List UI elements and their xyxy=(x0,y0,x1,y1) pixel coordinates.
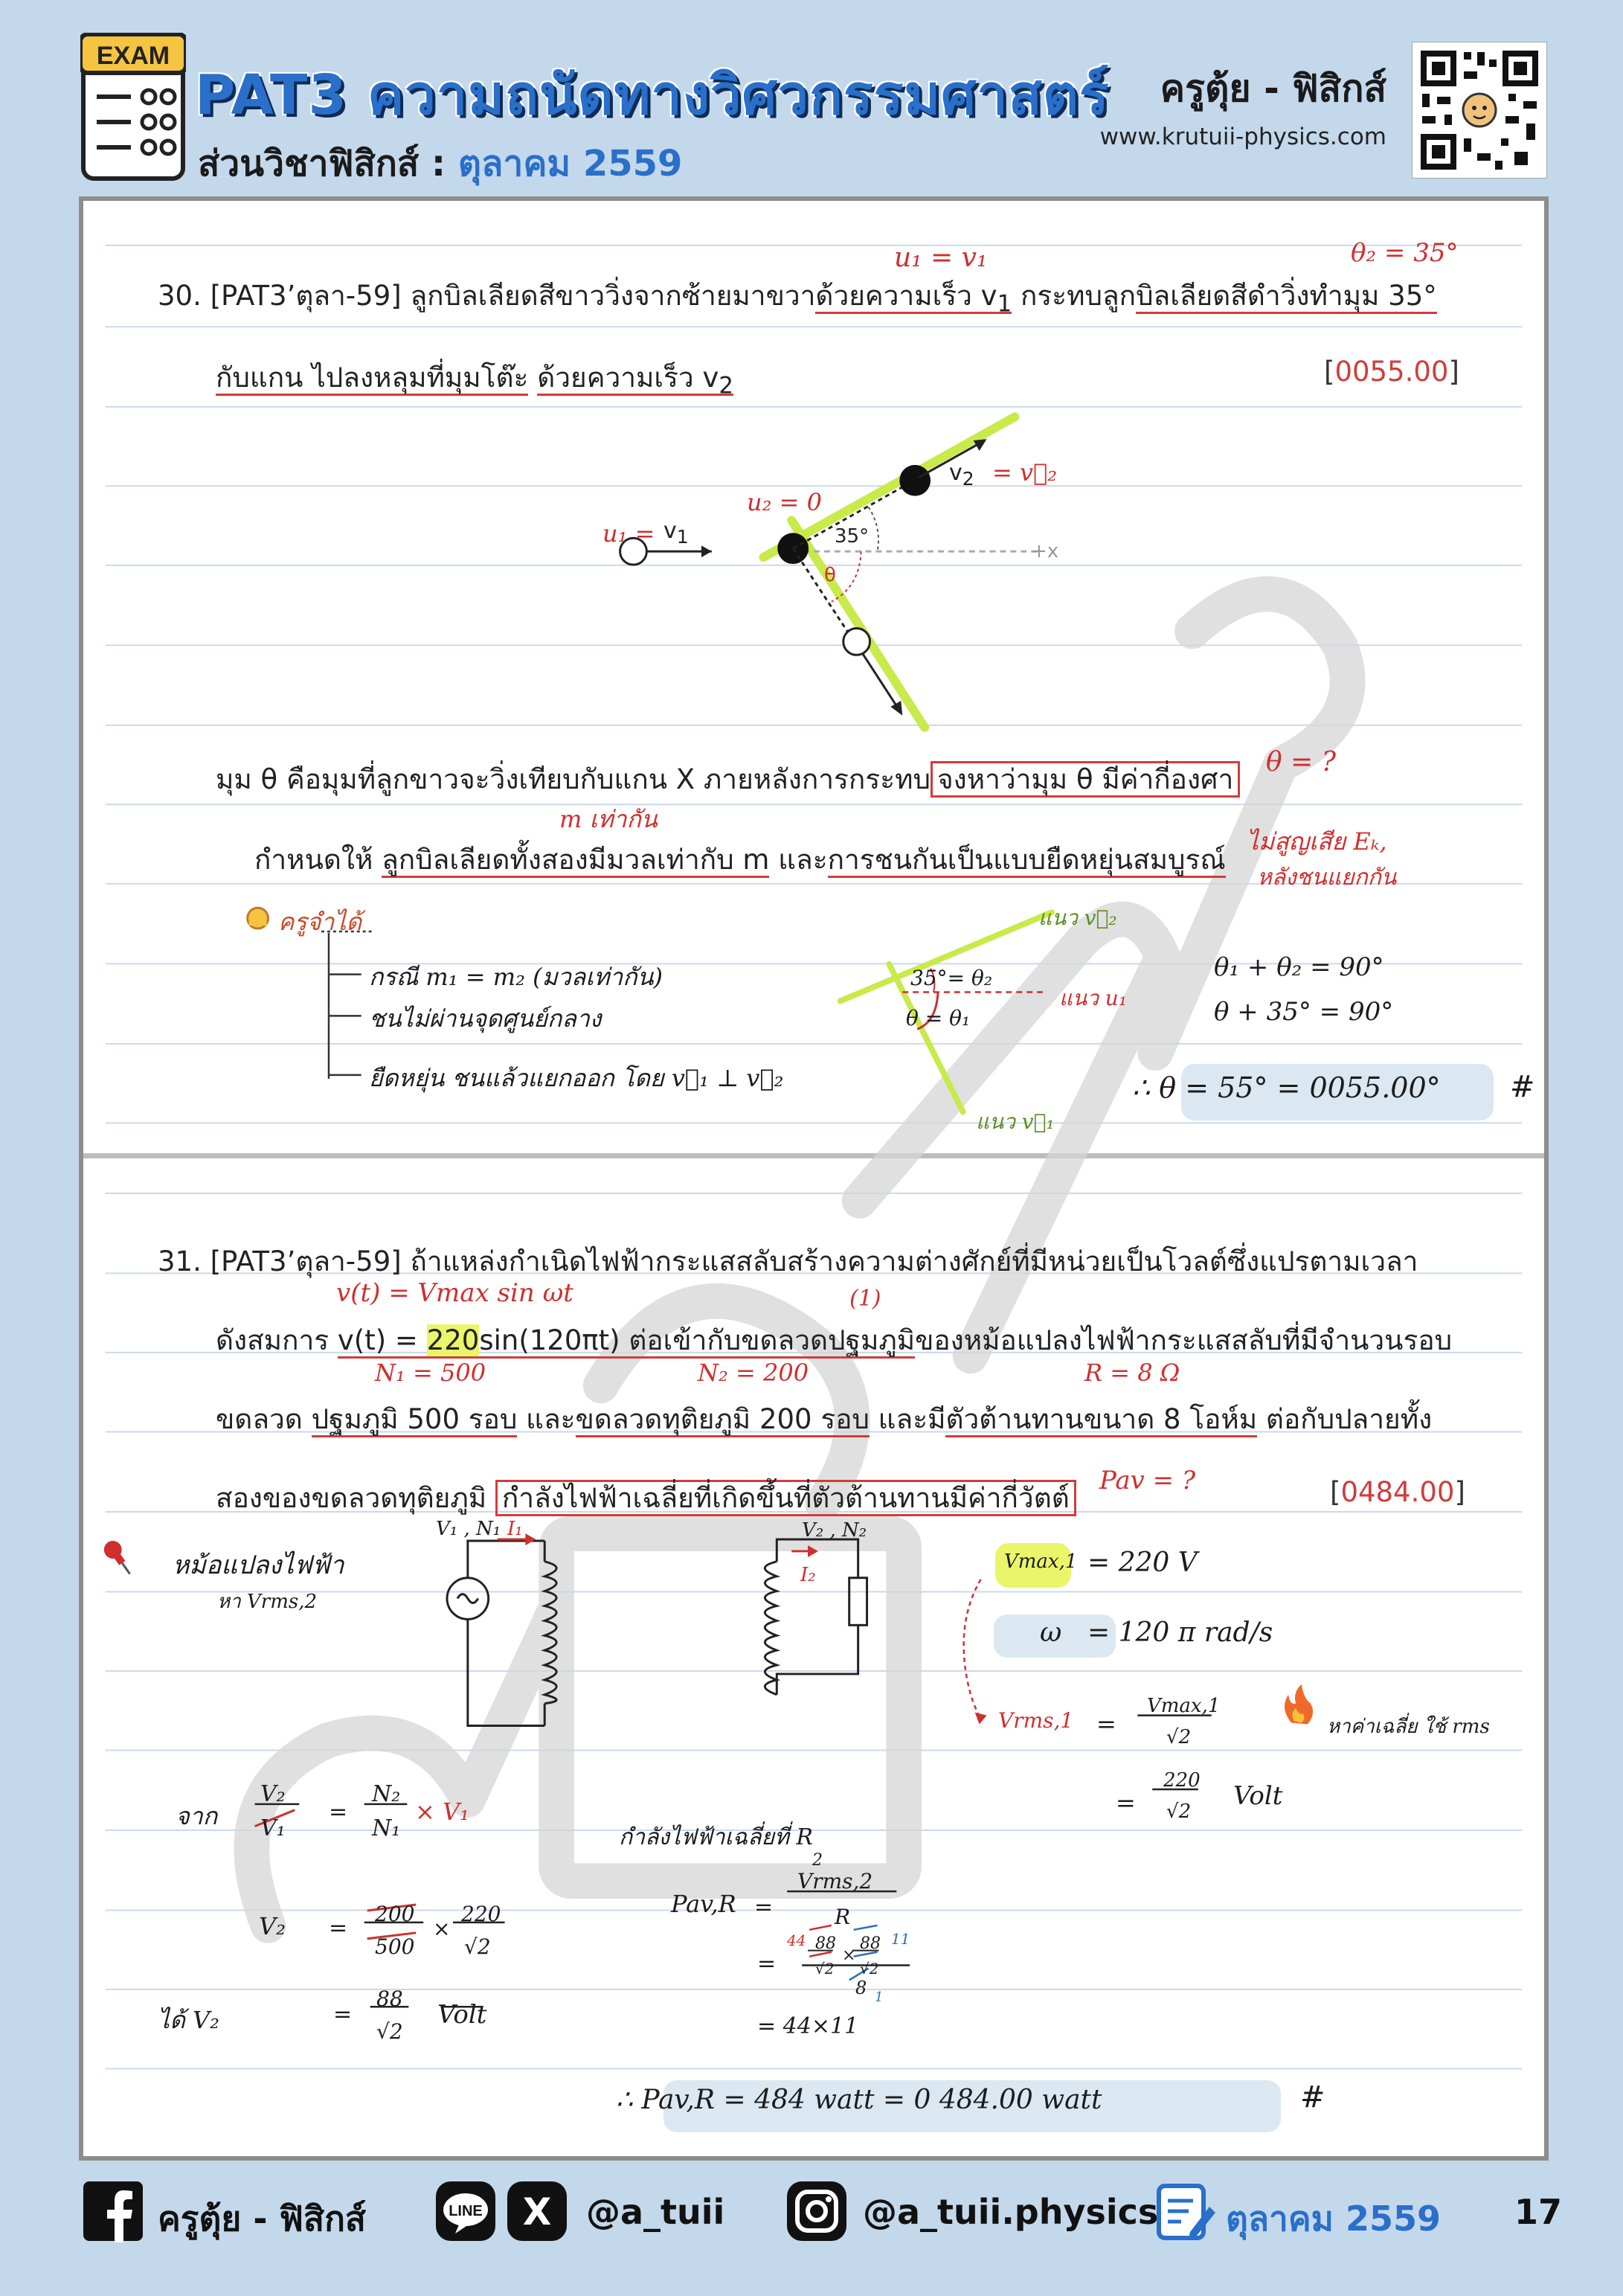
q30-answer-value: 0055.00 xyxy=(1334,356,1449,388)
q30-question-box: จงหาว่ามุม θ มีค่ากี่องศา xyxy=(931,761,1240,798)
q30-v1-text: ด้วยความเร็ว v xyxy=(815,280,997,312)
q31-p2-a: 88 xyxy=(815,1934,836,1953)
q31-p2-x: × xyxy=(842,1946,856,1965)
q30-v2-text: ด้วยความเร็ว v xyxy=(537,362,719,394)
q30-tip-2: ชนไม่ผ่านจุดศูนย์กลาง xyxy=(369,1004,602,1033)
q30-fig-axis: +x xyxy=(1031,540,1059,562)
q30-line4-a: กำหนดให้ xyxy=(254,844,382,876)
footer-facebook[interactable]: ครูตุ้ย - ฟิสิกส์ xyxy=(158,2199,366,2239)
q31-p3: = 44×11 xyxy=(757,2013,859,2039)
q31-vmax-label: Vmax,1 xyxy=(1004,1551,1078,1573)
q31-r2-n2: 220 xyxy=(461,1902,501,1926)
svg-text:X: X xyxy=(522,2190,552,2234)
q31-r3-eq: = xyxy=(333,2001,353,2027)
q31-p2-b: 88 xyxy=(860,1934,881,1953)
q31-r3-l: ได้ V₂ xyxy=(158,2006,219,2034)
q31-note-n1: N₁ = 500 xyxy=(375,1359,486,1387)
q30-eq-1: θ₁ + θ₂ = 90° xyxy=(1214,952,1384,982)
q30-result-hash: # xyxy=(1510,1070,1535,1104)
q31-vrms-num: Vmax,1 xyxy=(1147,1695,1221,1717)
q31-answer-value: 0484.00 xyxy=(1340,1476,1455,1508)
q31-line3-a: ขดลวด xyxy=(216,1403,312,1435)
q31-r1-x: × V₁ xyxy=(415,1798,469,1826)
q31-vrms2-eq: = xyxy=(1116,1789,1136,1817)
q30-sketch-u1: แนว u₁ xyxy=(1059,986,1128,1010)
q31-r2-eq: = xyxy=(329,1915,348,1941)
q31-vrms-label: Vrms,1 xyxy=(998,1708,1074,1733)
q31-r2-x: × xyxy=(433,1917,451,1941)
q31-r2-n: 200 xyxy=(375,1902,415,1926)
facebook-icon[interactable] xyxy=(82,2180,144,2242)
page-number: 17 xyxy=(1514,2192,1563,2232)
q31-p-title: กำลังไฟฟ้าเฉลี่ยที่ R xyxy=(619,1824,814,1850)
q31-line3-b: ปฐมภูมิ 500 รอบ xyxy=(312,1403,518,1437)
q31-vrms2-den: √2 xyxy=(1166,1800,1192,1823)
q31-p-eq: = xyxy=(754,1894,774,1920)
q30-line4-b: ลูกบิลเลียดทั้งสองมีมวลเท่ากับ m xyxy=(382,844,769,878)
q31-r2-l: V₂ xyxy=(259,1912,286,1940)
qr-code[interactable] xyxy=(1412,42,1547,179)
q30-tip-1: กรณี m₁ = m₂ (มวลเท่ากัน) xyxy=(369,963,663,991)
q31-vrms2-unit: Volt xyxy=(1233,1781,1283,1811)
q30-tip-title: ครูจำได้ xyxy=(278,908,362,936)
subtitle-prefix: ส่วนวิชาฟิสิกส์ : xyxy=(198,143,446,185)
q30-line4-c: และ xyxy=(769,844,828,876)
q31-final: ∴ Pav,R = 484 watt = 0 484.00 watt xyxy=(616,2085,1102,2115)
q31-trans-title: หม้อแปลงไฟฟ้า xyxy=(173,1551,344,1580)
q30-result: ∴ θ = 55° = 0055.00° xyxy=(1132,1071,1441,1104)
q30-fig-u2: u₂ = 0 xyxy=(747,488,822,516)
q30-note-u1: u₁ = v₁ xyxy=(894,243,988,273)
q31-r1-ld: V₁ xyxy=(260,1815,286,1841)
q31-r3-unit: Volt xyxy=(437,2000,487,2030)
q31-vrms-eq: = xyxy=(1096,1710,1116,1738)
page-title: PAT3 ความถนัดทางวิศวกรรมศาสตร์ xyxy=(195,63,1110,127)
q30-fig-v2-sub: 2 xyxy=(962,468,974,490)
q30-fig-u1: u₁ = xyxy=(602,519,655,548)
q30-line3-a: มุม θ คือมุมที่ลูกขาวจะวิ่งเทียบกับแกน X ภายหลังการกระทบ xyxy=(216,763,931,795)
q31-p2-44: 44 xyxy=(787,1931,806,1949)
q31-line3-f: ตัวต้านทานขนาด 8 โอห์ม xyxy=(945,1403,1257,1437)
q31-eq-amplitude: 220 xyxy=(426,1324,480,1356)
footer-handle[interactable]: @a_tuii xyxy=(586,2192,725,2232)
svg-text:EXAM: EXAM xyxy=(96,42,170,70)
q30-fig-v1-text: v xyxy=(663,518,677,544)
q31-coil1: V₁ , N₁ xyxy=(436,1518,501,1540)
q31-p2-1: 1 xyxy=(875,1989,884,2005)
q31-line2-a: ดังสมการ xyxy=(216,1324,338,1356)
subtitle-date: ตุลาคม 2559 xyxy=(457,143,683,185)
brand-name: ครูตุ้ย - ฟิสิกส์ xyxy=(1160,67,1386,110)
worksheet-paper xyxy=(79,196,1549,2161)
line-icon[interactable] xyxy=(434,2180,497,2242)
q31-answer-code: [0484.00] xyxy=(1330,1476,1465,1508)
q30-line1-c: กระทบลูก xyxy=(1012,280,1137,312)
q30-v2-sub: 2 xyxy=(719,372,733,400)
q31-note-vt: v(t) = Vmax sin ωt xyxy=(336,1278,573,1308)
footer-instagram[interactable]: @a_tuii.physics xyxy=(863,2192,1159,2232)
q30-note-no-loss: ไม่สูญเสีย Eₖ, xyxy=(1247,827,1387,856)
q30-line4-d: การชนกันเป็นแบบยืดหยุ่นสมบูรณ์ xyxy=(828,844,1226,878)
q31-omega-label: ω xyxy=(1040,1617,1062,1648)
q31-line2-f: ของหม้อแปลงไฟฟ้ากระแสสลับที่มีจำนวนรอบ xyxy=(915,1324,1453,1356)
svg-text:LINE: LINE xyxy=(449,2203,483,2219)
q31-vrms-note: หาค่าเฉลี่ย ใช้ rms xyxy=(1327,1716,1490,1738)
footer-month: ตุลาคม 2559 xyxy=(1226,2199,1442,2239)
q30-number: 30. xyxy=(158,280,202,312)
q31-r2-d: 500 xyxy=(375,1934,415,1959)
q31-note-pav: Pav = ? xyxy=(1099,1466,1196,1495)
brand-url[interactable]: www.krutuii-physics.com xyxy=(1099,124,1386,150)
exam-icon xyxy=(80,33,186,182)
q31-r3-n: 88 xyxy=(376,1986,403,2011)
q31-omega-value: = 120 π rad/s xyxy=(1087,1617,1273,1648)
q31-line3-c: และ xyxy=(517,1403,576,1435)
q30-fig-theta: θ xyxy=(824,564,836,586)
q31-eq-sin: sin(120πt) xyxy=(479,1324,620,1356)
q31-vmax-value: = 220 V xyxy=(1087,1548,1198,1578)
q31-line2-e: ปฐมภูมิ xyxy=(828,1324,915,1359)
q31-p2-den: 8 xyxy=(855,1978,867,1998)
q31-find-vrms: หา Vrms,2 xyxy=(217,1591,318,1613)
q31-eq-vt: v(t) = xyxy=(337,1324,427,1356)
q31-r1-ln: V₂ xyxy=(260,1781,286,1807)
q30-eq-2: θ + 35° = 90° xyxy=(1214,997,1394,1027)
q31-note-n2: N₂ = 200 xyxy=(698,1359,809,1387)
q31-line3-e: และมี xyxy=(869,1403,946,1435)
q31-line4-a: สองของขดลวดทุติยภูมิ xyxy=(216,1482,495,1514)
q31-p-bars xyxy=(83,201,1544,2156)
page-subtitle xyxy=(198,135,682,192)
q31-vrms2-num: 220 xyxy=(1163,1769,1201,1792)
q31-r1-eq: = xyxy=(329,1799,348,1825)
q31-note-one: (1) xyxy=(849,1286,881,1312)
q31-number: 31. xyxy=(158,1245,202,1277)
exam-note-icon xyxy=(1154,2180,1217,2242)
q31-p-sq: 2 xyxy=(812,1851,823,1870)
q31-r3-d: √2 xyxy=(376,2019,403,2044)
q30-fig-v2-hand: = v⃗₂ xyxy=(992,458,1058,487)
q31-r1-rd: N₁ xyxy=(372,1815,401,1841)
q31-note-r: R = 8 Ω xyxy=(1084,1359,1180,1387)
q30-tip-3: ยืดหยุ่น ชนแล้วแยกออก โดย v⃗₁ ⊥ v⃗₂ xyxy=(369,1064,784,1092)
q31-coil2: V₂ , N₂ xyxy=(802,1519,867,1542)
q31-p2-bd: √2 xyxy=(860,1960,879,1978)
q31-line3-g: ต่อกับปลายทั้ง xyxy=(1257,1403,1433,1435)
q30-answer-code: [0055.00] xyxy=(1324,356,1459,388)
q31-p-den: R xyxy=(835,1905,851,1929)
q31-p2-11: 11 xyxy=(891,1930,910,1948)
q30-note-theta-q: θ = ? xyxy=(1266,747,1337,777)
q30-fig-angle: 35° xyxy=(835,525,870,548)
x-icon[interactable] xyxy=(506,2180,568,2242)
q31-r2-d2: √2 xyxy=(464,1934,491,1959)
q31-from: จาก xyxy=(176,1802,218,1830)
q30-sketch-theta: θ = θ₁ xyxy=(906,1006,971,1030)
q30-sketch-v2: แนว v⃗₂ xyxy=(1038,905,1117,930)
q30-sketch-v1: แนว v⃗₁ xyxy=(976,1109,1055,1134)
q30-fig-v2-text: v xyxy=(949,460,962,486)
q31-i1: I₁ xyxy=(507,1518,523,1540)
q31-question-box: กำลังไฟฟ้าเฉลี่ยที่เกิดขึ้นที่ตัวต้านทานมีค่ากี่วัตต์ xyxy=(495,1480,1076,1516)
q31-vrms-den: √2 xyxy=(1166,1726,1192,1748)
q30-line1-d: บิลเลียดสีดำวิ่งทำมุม 35° xyxy=(1136,280,1437,314)
q31-line3-d: ขดลวดทุติยภูมิ 200 รอบ xyxy=(576,1403,870,1437)
q30-line1-a: [PAT3’ตุลา-59] ลูกบิลเลียดสีขาววิ่งจากซ้ายมาขวา xyxy=(210,280,816,312)
q31-p2-eq: = xyxy=(757,1951,777,1977)
q30-sketch-35: 35°= θ₂ xyxy=(910,966,993,990)
q30-fig-v1-sub: 1 xyxy=(676,526,689,548)
q31-p2-ad: √2 xyxy=(815,1960,835,1978)
q30-note-theta2: θ₂ = 35° xyxy=(1351,238,1459,268)
q30-note-split: หลังชนแยกกัน xyxy=(1257,865,1397,891)
q31-p-l: Pav,R xyxy=(671,1890,736,1918)
q31-line2-d: ต่อเข้ากับขดลวด xyxy=(620,1324,828,1359)
q31-r1-rn: N₂ xyxy=(372,1781,401,1807)
q31-p-num: Vrms,2 xyxy=(797,1869,873,1893)
q31-i2: I₂ xyxy=(800,1564,816,1586)
q31-line1: [PAT3’ตุลา-59] ถ้าแหล่งกำเนิดไฟฟ้ากระแสสลับสร้างความต่างศักย์ที่มีหน่วยเป็นโวลต์ซึ่งแปรตามเวลา xyxy=(210,1245,1418,1277)
q30-line2-a: กับแกน ไปลงหลุมที่มุมโต๊ะ xyxy=(216,362,528,396)
instagram-icon[interactable] xyxy=(785,2180,848,2242)
q31-final-hash: # xyxy=(1300,2080,1325,2114)
q30-v1-sub: 1 xyxy=(997,290,1012,318)
q30-note-m-equal: m เท่ากัน xyxy=(559,805,658,833)
